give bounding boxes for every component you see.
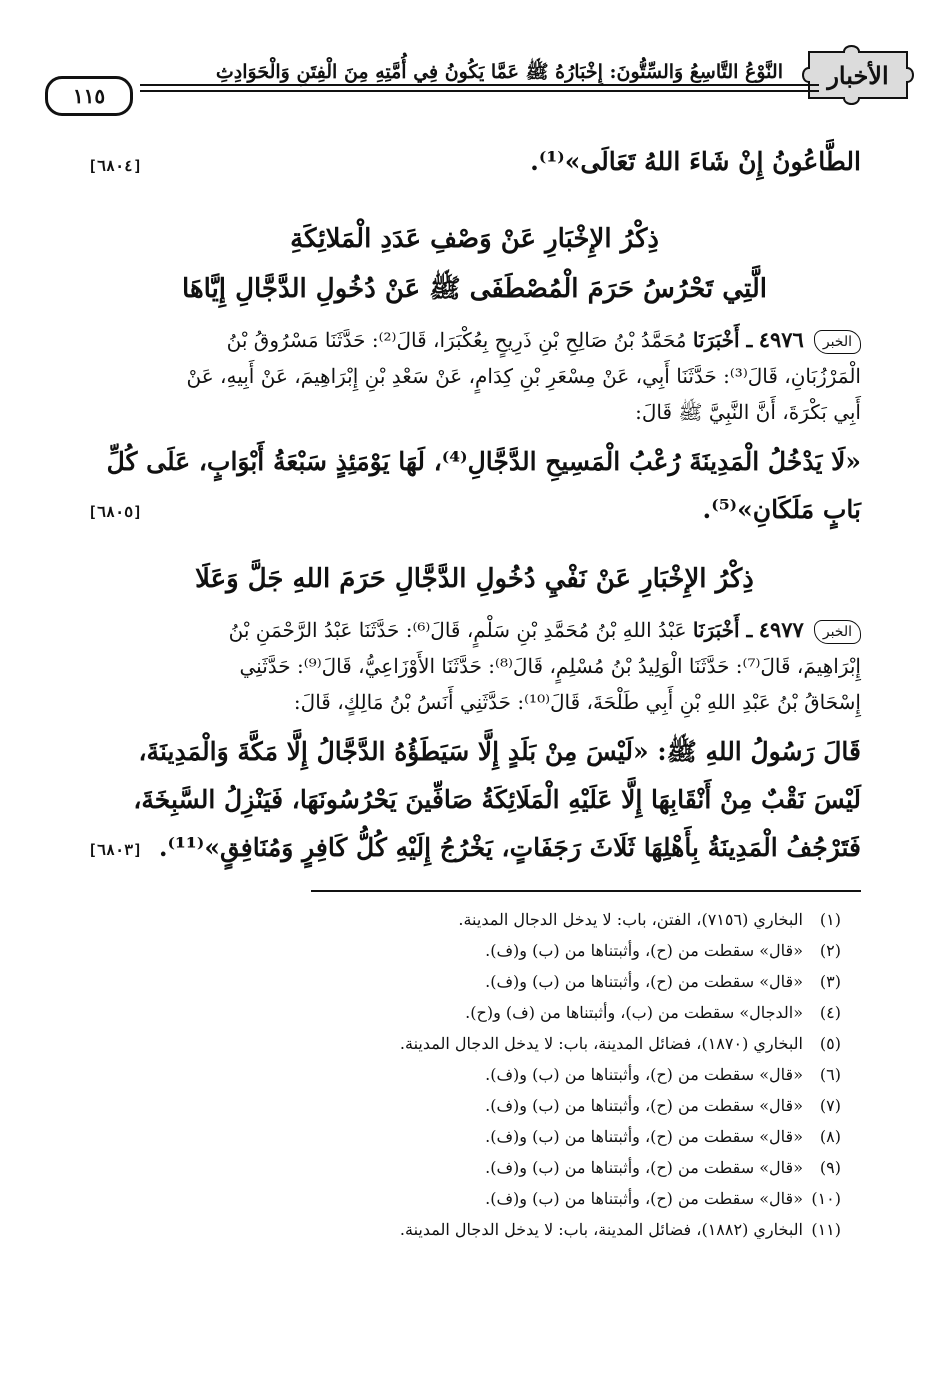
footnote: (٢)«قال» سقطت من (ح)، وأثبتناها من (ب) و(ف). [485,940,841,960]
isnad-line: مُحَمَّدُ بْنُ صَالِحِ بْنِ ذَرِيحٍ بِعُكْبَرَا، قَالَ⁽²⁾: حَدَّثَنَا مَسْرُوقُ بْنُ [226,328,687,352]
puzzle-logo [799,44,917,106]
isnad-line: عَبْدُ اللهِ بْنُ مُحَمَّدِ بْنِ سَلْمٍ، قَالَ⁽⁶⁾: حَدَّثَنَا عَبْدُ الرَّحْمَنِ بْنُ [228,618,687,642]
section-heading-1-cont: الَّتِي تَحْرُسُ حَرَمَ الْمُصْطَفَى ﷺ عَنْ دُخُولِ الدَّجَّالِ إِيَّاهَا [182,274,767,304]
akhbarana: ـ أَخْبَرَنَا [692,328,753,352]
footnote: (١)البخاري (٧١٥٦)، الفتن، باب: لا يدخل الدجال المدينة. [458,909,841,929]
isnad-line: الْمَرْزُبَانِ، قَالَ⁽³⁾: حَدَّثَنَا أَبِي، عَنْ مِسْعَرِ بْنِ كِدَامٍ، عَنْ سَعْدِ بْنِ إِبْرَاهِيمَ، عَنْ أَبِيهِ، عَنْ [186,364,861,388]
hadith-badge: الخبر [814,620,861,644]
page-number: ١١٥ [45,76,133,116]
header-rule [140,90,819,92]
hadith-number: ٤٩٧٦ [758,327,804,352]
footnote: (٦)«قال» سقطت من (ح)، وأثبتناها من (ب) و(ف). [485,1064,841,1084]
hadith-number: ٤٩٧٧ [758,617,804,642]
intro-line [88,138,861,186]
isnad-line: إِبْرَاهِيمَ، قَالَ⁽⁷⁾: حَدَّثَنَا الْوَلِيدُ بْنُ مُسْلِمٍ، قَالَ⁽⁸⁾: حَدَّثَنَا الأَوْزَاعِيُّ، قَالَ⁽⁹⁾: حَدَّثَنِي [239,654,861,678]
hadith-badge: الخبر [814,330,861,354]
running-title: النَّوْعُ التَّاسِعُ وَالسِّتُّونَ: إِخْبَارُهُ ﷺ عَمَّا يَكُونُ فِي أُمَّتِهِ مِنَ الْفِتَنِ وَالْحَوَادِثِ [215,61,783,83]
header-rule [140,84,819,86]
matn-line-last [88,486,861,534]
matn-line: «لَا يَدْخُلُ الْمَدِينَةَ رُعْبُ الْمَسِيحِ الدَّجَّالِ⁽⁴⁾، لَهَا يَوْمَئِذٍ سَبْعَةُ أَبْوَابٍ، عَلَى كُلِّ [106,447,861,476]
matn-line-last [88,824,861,872]
footnotes [88,904,861,1245]
logo-text: الأخبار [827,60,889,90]
matn-line: قَالَ رَسُولُ اللهِ ﷺ: «لَيْسَ مِنْ بَلَدٍ إِلَّا سَيَطَؤُهُ الدَّجَّالُ إِلَّا مَكَّةَ وَالْمَدِينَةَ، [138,737,861,766]
akhbarana: ـ أَخْبَرَنَا [692,618,753,642]
footnote: (١١)البخاري (١٨٨٢)، فضائل المدينة، باب: لا يدخل الدجال المدينة. [399,1219,841,1239]
isnad-line: إِسْحَاقُ بْنُ عَبْدِ اللهِ بْنِ أَبِي طَلْحَةَ، قَالَ⁽¹⁰⁾: حَدَّثَنِي أَنَسُ بْنُ مَالِكٍ، قَالَ: [293,690,861,714]
section-heading-2: ذِكْرُ الإِخْبَارِ عَنْ نَفْيِ دُخُولِ الدَّجَّالِ حَرَمَ اللهِ جَلَّ وَعَلَا [195,564,754,594]
hadith-4977 [88,612,861,872]
hadith-ref: [٦٨٠٥] [88,503,143,521]
page-body [88,138,861,1245]
intro-text: الطَّاعُونُ إِنْ شَاءَ اللهُ تَعَالَى»⁽¹⁾. [530,147,861,176]
footnote: (٩)«قال» سقطت من (ح)، وأثبتناها من (ب) و(ف). [485,1157,841,1177]
footnote-separator [311,890,861,892]
footnote: (٧)«قال» سقطت من (ح)، وأثبتناها من (ب) و(ف). [485,1095,841,1115]
matn-line: لَيْسَ نَقْبٌ مِنْ أَنْقَابِهَا إِلَّا عَلَيْهِ الْمَلَائِكَةُ صَافِّينَ يَحْرُسُونَهَا، فَيَنْزِلُ السَّبِخَةَ، [133,785,861,814]
hadith-ref: [٦٨٠٤] [88,157,143,175]
footnote: (٥)البخاري (١٨٧٠)، فضائل المدينة، باب: لا يدخل الدجال المدينة. [399,1033,841,1053]
section-heading-1: ذِكْرُ الإِخْبَارِ عَنْ وَصْفِ عَدَدِ الْمَلائِكَةِ [290,224,659,254]
hadith-ref: [٦٨٠٣] [88,841,143,859]
matn-text: بَابٍ مَلَكَانِ»⁽⁵⁾. [702,495,861,524]
isnad-line: أَبِي بَكْرَةَ، أَنَّ النَّبِيَّ ﷺ قَالَ: [635,400,861,424]
footnote: (٤)«الدجال» سقطت من (ب)، وأثبتناها من (ف) و(ح). [465,1002,841,1022]
hadith-4976 [88,322,861,534]
footnote: (١٠)«قال» سقطت من (ح)، وأثبتناها من (ب) و(ف). [485,1188,841,1208]
footnote: (٨)«قال» سقطت من (ح)، وأثبتناها من (ب) و(ف). [485,1126,841,1146]
matn-text: فَتَرْجُفُ الْمَدِينَةُ بِأَهْلِهَا ثَلَاثَ رَجَفَاتٍ، يَخْرُجُ إِلَيْهِ كُلُّ كَافِرٍ وَمُنَافِقٍ»⁽¹¹⁾. [158,833,861,862]
footnote: (٣)«قال» سقطت من (ح)، وأثبتناها من (ب) و(ف). [485,971,841,991]
